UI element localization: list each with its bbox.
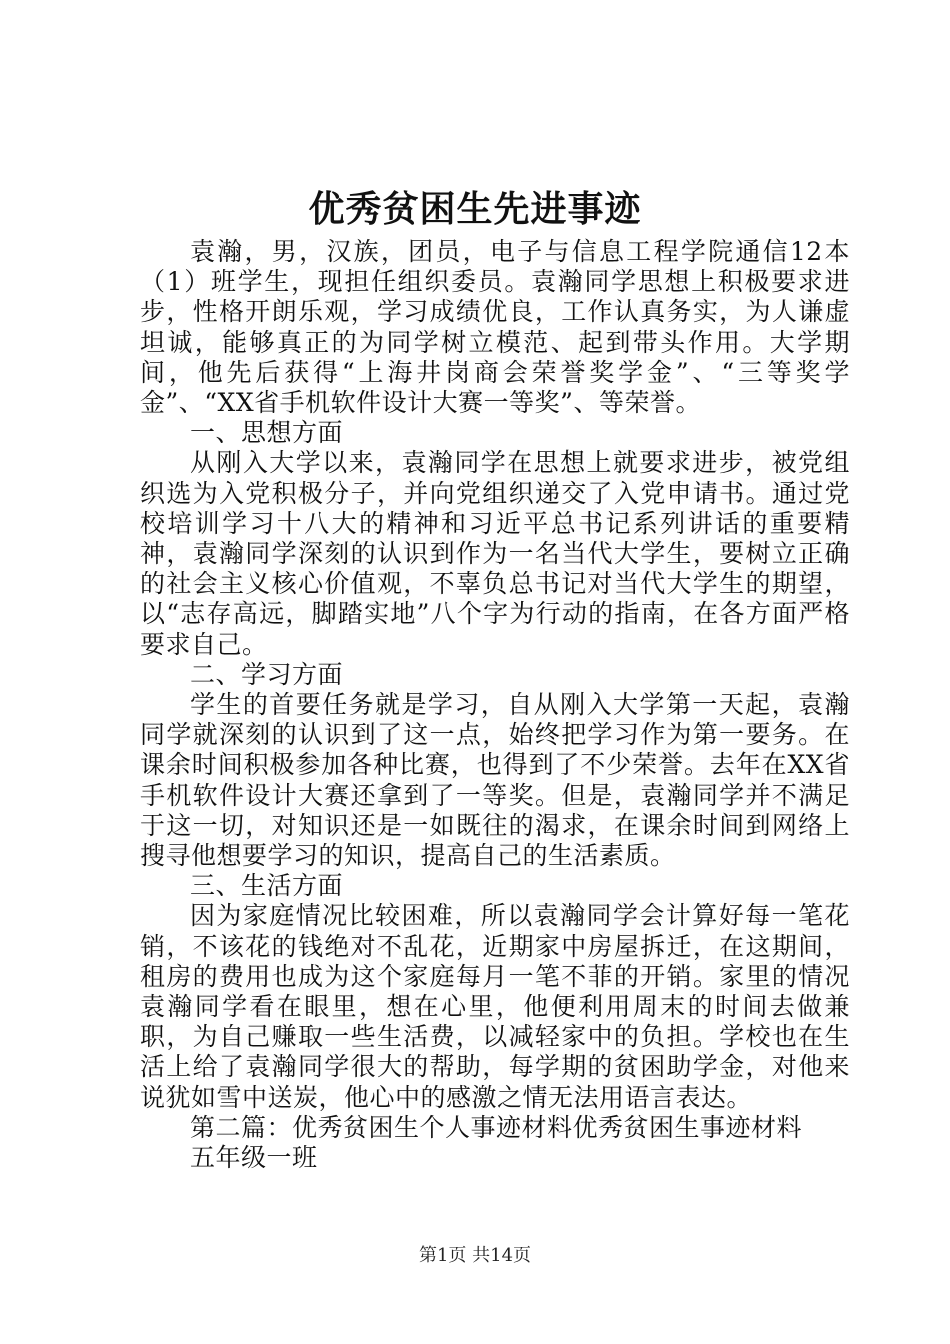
study-paragraph: 学生的首要任务就是学习，自从刚入大学第一天起，袁瀚同学就深刻的认识到了这一点，始终把学习作为第一要务。在课余时间积极参加各种比赛，也得到了不少荣誉。去年在XX省手机软件设计大赛还拿到了一等奖。但是，袁瀚同学并不满足于这一切，对知识还是一如既往的渴求，在课余时间到网络上搜寻他想要学习的知识，提高自己的生活素质。 — [140, 690, 850, 871]
document-body — [140, 237, 850, 1173]
intro-paragraph: 袁瀚，男，汉族，团员，电子与信息工程学院通信12本（1）班学生，现担任组织委员。袁瀚同学思想上积极要求进步，性格开朗乐观，学习成绩优良，工作认真务实，为人谦虚坦诚，能够真正的为同学树立模范、起到带头作用。大学期间，他先后获得“上海井岗商会荣誉奖学金”、“三等奖学金”、“XX省手机软件设计大赛一等奖”、等荣誉。 — [140, 237, 850, 418]
page-number-footer: 第1页 共14页 — [418, 1245, 532, 1266]
life-paragraph: 因为家庭情况比较困难，所以袁瀚同学会计算好每一笔花销，不该花的钱绝对不乱花，近期家中房屋拆迁，在这期间，租房的费用也成为这个家庭每月一笔不菲的开销。家里的情况袁瀚同学看在眼里，想在心里，他便利用周末的时间去做兼职，为自己赚取一些生活费，以减轻家中的负担。学校也在生活上给了袁瀚同学很大的帮助，每学期的贫困助学金，对他来说犹如雪中送炭，他心中的感激之情无法用语言表达。 — [140, 901, 850, 1112]
class-label: 五年级一班 — [190, 1143, 318, 1173]
thought-paragraph: 从刚入大学以来，袁瀚同学在思想上就要求进步，被党组织选为入党积极分子，并向党组织递交了入党申请书。通过党校培训学习十八大的精神和习近平总书记系列讲话的重要精神，袁瀚同学深刻的认识到作为一名当代大学生，要树立正确的社会主义核心价值观，不辜负总书记对当代大学生的期望，以“志存高远，脚踏实地”八个字为行动的指南，在各方面严格要求自己。 — [140, 448, 850, 659]
section-heading-life: 三、生活方面 — [190, 871, 344, 901]
section-heading-study: 二、学习方面 — [190, 659, 344, 689]
second-article-heading: 第二篇：优秀贫困生个人事迹材料优秀贫困生事迹材料 — [190, 1112, 803, 1142]
section-heading-thought: 一、思想方面 — [190, 418, 344, 448]
document-title: 优秀贫困生先进事迹 — [308, 188, 642, 230]
